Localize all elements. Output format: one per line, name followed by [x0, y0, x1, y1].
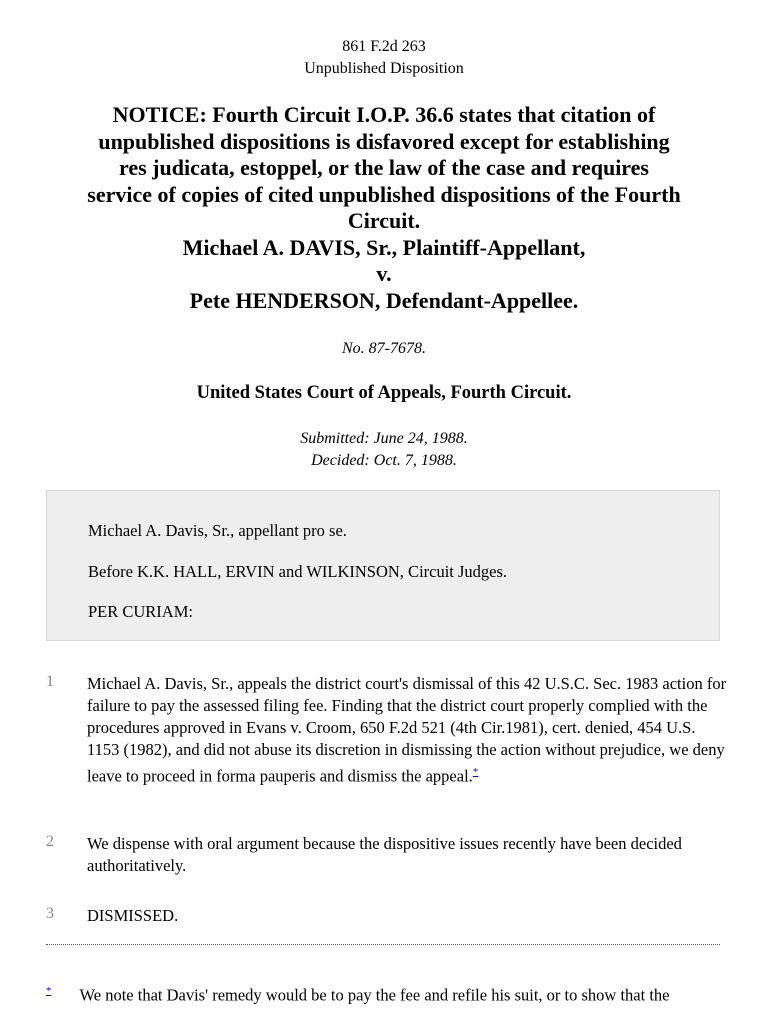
counsel-box	[46, 490, 720, 641]
footnote-mark-link[interactable]: *	[46, 985, 52, 997]
paragraph-number: 2	[46, 833, 54, 850]
notice-line: NOTICE: Fourth Circuit I.O.P. 36.6 states that citation of	[112, 102, 656, 127]
notice-line: unpublished dispositions is disfavored except for establishing	[98, 128, 670, 154]
appellee-name: Pete HENDERSON, Defendant-Appellee.	[189, 287, 579, 313]
reporter-citation: 861 F.2d 263	[342, 38, 426, 55]
case-title	[30, 102, 738, 314]
versus: v.	[376, 261, 392, 286]
docket-number: No. 87-7678.	[342, 340, 426, 357]
footnote-link[interactable]: *	[472, 766, 479, 778]
notice-line: service of copies of cited unpublished dispositions of the Fourth	[87, 181, 681, 207]
decided-date: Decided: Oct. 7, 1988.	[311, 452, 457, 469]
footnote-divider	[46, 944, 720, 945]
appellant-name: Michael A. DAVIS, Sr., Plaintiff-Appellant,	[182, 234, 586, 260]
judges-line: Before K.K. HALL, ERVIN and WILKINSON, Circuit Judges.	[88, 562, 508, 581]
paragraph-text: DISMISSED.	[87, 906, 179, 925]
paragraph-text	[87, 673, 727, 788]
case-dates	[0, 428, 768, 472]
citation-header	[0, 36, 768, 80]
notice-line: Circuit.	[347, 208, 421, 233]
paragraph-number: 1	[46, 673, 54, 690]
per-curiam-line: PER CURIAM:	[88, 602, 193, 621]
paragraph-body: Michael A. Davis, Sr., appeals the district court's dismissal of this 42 U.S.C. Sec. 1983 action for failure to pay the assessed filing fee. Finding that the district court properly complied with the procedures approved in Evans v. Croom, 650 F.2d 521 (4th Cir.1981), cert. denied, 454 U.S. 1153 (1982), and did not abuse its discretion in dismissing the action without prejudice, we deny leave to proceed in forma pauperis and dismiss the appeal.	[87, 674, 727, 786]
disposition-label: Unpublished Disposition	[304, 60, 464, 77]
counsel-line: Michael A. Davis, Sr., appellant pro se.	[88, 521, 347, 540]
paragraph-number: 3	[46, 905, 54, 922]
court-name: United States Court of Appeals, Fourth Circuit.	[196, 383, 572, 403]
submitted-date: Submitted: June 24, 1988.	[300, 430, 468, 447]
footnote-text: We note that Davis' remedy would be to pay the fee and refile his suit, or to show that the	[79, 985, 670, 1005]
footnote	[46, 985, 736, 1024]
notice-line: res judicata, estoppel, or the law of the case and requires	[118, 155, 649, 180]
paragraph-text: We dispense with oral argument because the dispositive issues recently have been decided authoritatively.	[87, 834, 682, 875]
